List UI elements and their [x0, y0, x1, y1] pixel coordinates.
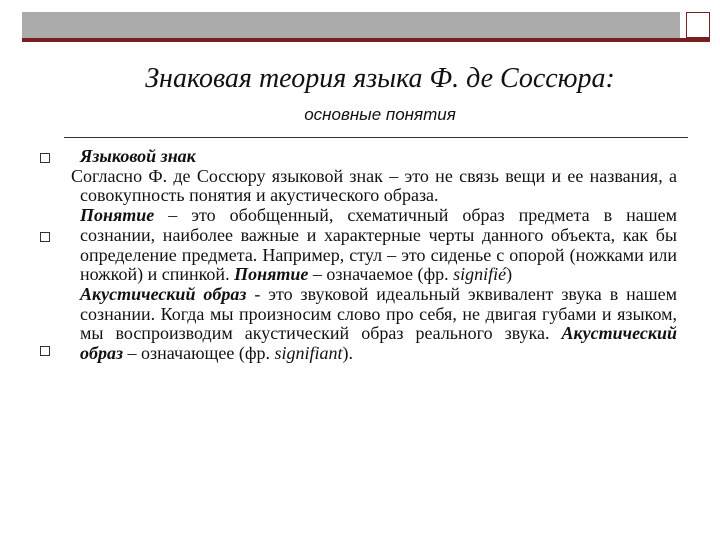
- concept-text: – это обобщенный, схематичный образ предмета в нашем сознании, наиболее важные и характерные черты данного объекта, как бы определение предмета. Например, стул – это сиденье с опорой (ножками или ножкой) и спинкой.: [80, 205, 677, 285]
- slide-subtitle: основные понятия: [304, 105, 456, 124]
- list-item-sign: [80, 147, 677, 167]
- concept-term-2: Понятие: [234, 264, 309, 285]
- acoustic-text: - это звуковой идеальный эквивалент звука в нашем сознании. Когда мы произносим слово про себя, не двигая губами и языком, мы воспроизводим акустический образ реального звука.: [80, 283, 677, 344]
- bullet-square-icon: [40, 346, 50, 356]
- top-decor-line: [22, 38, 710, 42]
- slide-title: Знаковая теория языка Ф. де Соссюра:: [145, 63, 615, 94]
- concept-signified-word: signifié: [453, 264, 507, 285]
- bullet-square-icon: [40, 232, 50, 242]
- concept-signified-prefix: – означаемое (фр.: [308, 264, 454, 285]
- concept-term: Понятие: [80, 205, 155, 226]
- list-item-concept: [80, 206, 677, 285]
- acoustic-term: Акустический образ: [80, 283, 247, 304]
- acoustic-signifier-word: signifiant: [274, 343, 343, 364]
- sign-heading: Языковой знак: [80, 146, 196, 166]
- bullet-square-icon: [40, 153, 50, 163]
- slide-body: [71, 146, 677, 364]
- title-divider: [64, 137, 688, 138]
- list-item-acoustic: [80, 285, 677, 364]
- acoustic-term-2: Акустический образ: [80, 323, 677, 364]
- acoustic-signifier-prefix: – означающее (фр.: [123, 343, 275, 364]
- acoustic-signifier-suffix: ).: [342, 343, 354, 364]
- sign-paragraph: Согласно Ф. де Соссюру языковой знак – это не связь вещи и ее названия, а совокупность понятия и акустического образа.: [71, 165, 677, 206]
- concept-signified-suffix: ): [506, 264, 513, 285]
- corner-decor-square: [686, 12, 710, 38]
- top-decor-band: [22, 12, 680, 38]
